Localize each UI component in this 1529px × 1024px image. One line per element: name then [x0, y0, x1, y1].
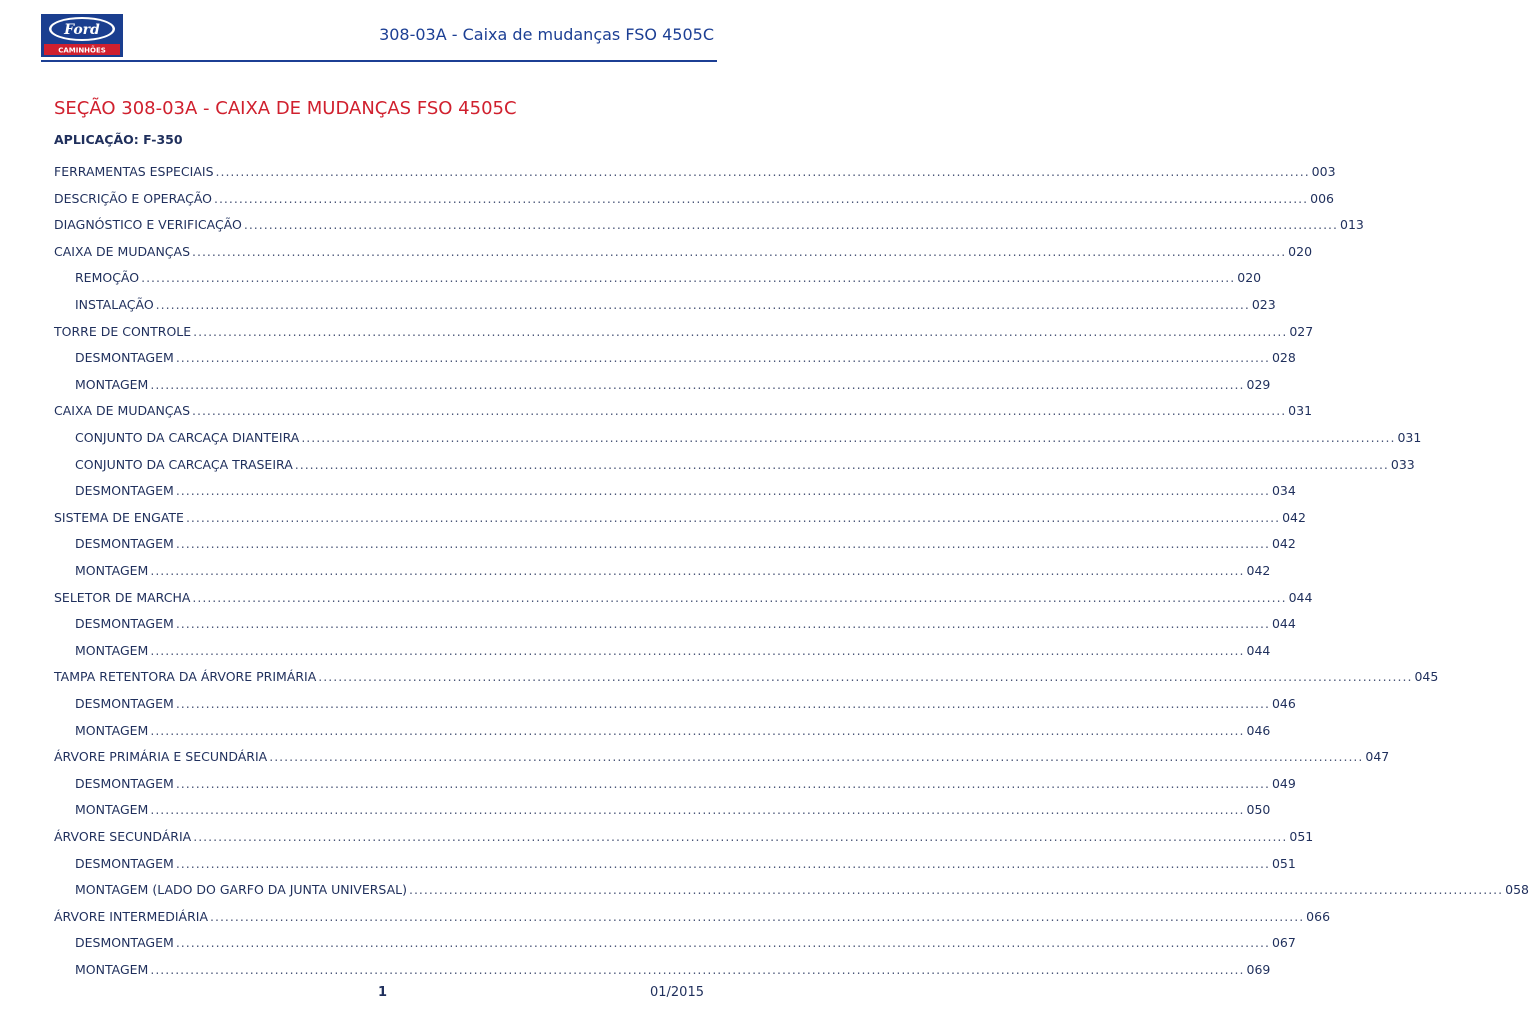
toc-entry-page: 058 [1505, 882, 1529, 898]
toc-entry-page: 031 [1397, 430, 1422, 445]
toc-dot-leader: ............................................................................................................................................................................................................................ [213, 190, 1309, 206]
toc-entry-page: 013 [1340, 217, 1364, 233]
toc-dot-leader: ............................................................................................................................................................................................................................ [150, 642, 1245, 658]
toc-entry[interactable] [75, 296, 1276, 314]
toc-entry-label: DESMONTAGEM [75, 775, 174, 791]
toc-dot-leader: ............................................................................................................................................................................................................................ [175, 935, 1270, 951]
toc-entry-page: 066 [1306, 908, 1331, 924]
toc-entry-page: 044 [1271, 616, 1296, 632]
toc-entry-label: ÁRVORE PRIMÁRIA E SECUNDÁRIA [54, 749, 268, 765]
toc-entry-label: DESMONTAGEM [75, 935, 174, 951]
toc-entry-page: 051 [1271, 855, 1296, 871]
toc-entry[interactable] [75, 801, 1271, 819]
toc-entry-page: 050 [1246, 802, 1271, 818]
toc-dot-leader: ............................................................................................................................................................................................................................ [150, 376, 1245, 392]
toc-entry[interactable] [75, 535, 1296, 553]
toc-entry-page: 042 [1282, 509, 1306, 525]
toc-dot-leader: ............................................................................................................................................................................................................................ [193, 829, 1288, 844]
toc-dot-leader: ............................................................................................................................................................................................................................ [150, 722, 1245, 738]
toc-entry-label: MONTAGEM (LADO DO GARFO DA JUNTA UNIVERSAL) [75, 882, 407, 898]
toc-entry-page: 003 [1311, 164, 1336, 179]
toc-dot-leader: ............................................................................................................................................................................................................................ [408, 882, 1504, 898]
toc-dot-leader: ............................................................................................................................................................................................................................ [210, 908, 1305, 924]
toc-dot-leader: ............................................................................................................................................................................................................................ [185, 509, 1281, 525]
toc-entry-label: MONTAGEM [75, 722, 149, 738]
toc-dot-leader: ............................................................................................................................................................................................................................ [175, 616, 1270, 632]
toc-entry-label: CONJUNTO DA CARCAÇA TRASEIRA [75, 456, 293, 472]
toc-entry-label: DESCRIÇÃO E OPERAÇÃO [54, 190, 212, 206]
toc-dot-leader: ............................................................................................................................................................................................................................ [150, 802, 1245, 818]
toc-entry-label: DESMONTAGEM [75, 696, 174, 711]
toc-entry-label: CAIXA DE MUDANÇAS [54, 243, 191, 259]
toc-dot-leader: ............................................................................................................................................................................................................................ [192, 589, 1287, 605]
page-header [0, 0, 768, 63]
toc-entry[interactable] [54, 908, 1331, 926]
toc-entry[interactable] [75, 642, 1271, 660]
toc-dot-leader: ............................................................................................................................................................................................................................ [155, 297, 1250, 312]
toc-entry[interactable] [54, 748, 1390, 766]
toc-entry-label: FERRAMENTAS ESPECIAIS [54, 164, 214, 179]
toc-entry[interactable] [54, 589, 1313, 607]
toc-entry-page: 028 [1271, 350, 1296, 366]
toc-dot-leader: ............................................................................................................................................................................................................................ [269, 749, 1364, 765]
toc-entry-label: MONTAGEM [75, 962, 149, 977]
toc-entry[interactable] [54, 828, 1314, 846]
toc-entry[interactable] [75, 934, 1296, 952]
toc-entry-page: 042 [1246, 563, 1271, 578]
toc-entry-label: TAMPA RETENTORA DA ÁRVORE PRIMÁRIA [54, 669, 317, 685]
revision-date: 01/2015 [649, 985, 704, 1000]
toc-entry-label: DESMONTAGEM [75, 855, 174, 871]
toc-entry-page: 044 [1246, 642, 1271, 658]
toc-dot-leader: ............................................................................................................................................................................................................................ [192, 243, 1287, 259]
toc-entry-label: MONTAGEM [75, 563, 149, 578]
toc-entry-label: DESMONTAGEM [75, 483, 174, 499]
toc-entry[interactable] [75, 775, 1296, 793]
toc-entry-page: 027 [1289, 323, 1314, 339]
toc-entry-label: TORRE DE CONTROLE [54, 323, 192, 339]
toc-entry[interactable] [75, 482, 1296, 500]
toc-dot-leader: ............................................................................................................................................................................................................................ [192, 403, 1287, 419]
toc-entry-page: 069 [1246, 962, 1271, 977]
toc-entry-label: DESMONTAGEM [75, 616, 174, 632]
toc-entry-label: INSTALAÇÃO [75, 297, 154, 312]
toc-entry-label: DESMONTAGEM [75, 350, 174, 366]
toc-entry-page: 045 [1414, 669, 1439, 685]
toc-entry-page: 046 [1246, 722, 1271, 738]
toc-entry[interactable] [75, 429, 1422, 447]
page-number: 1 [378, 985, 388, 1000]
toc-dot-leader: ............................................................................................................................................................................................................................ [294, 456, 1389, 472]
toc-entry[interactable] [75, 695, 1296, 713]
toc-entry[interactable] [54, 163, 1336, 181]
toc-entry-label: REMOÇÃO [75, 270, 140, 286]
toc-dot-leader: ............................................................................................................................................................................................................................ [150, 563, 1245, 578]
toc-entry-page: 042 [1271, 536, 1296, 552]
toc-dot-leader: ............................................................................................................................................................................................................................ [193, 323, 1288, 339]
toc-entry-page: 020 [1237, 270, 1262, 286]
ford-caminhoes-logo [41, 14, 123, 57]
toc-entry-label: CAIXA DE MUDANÇAS [54, 403, 191, 419]
toc-entry[interactable] [54, 509, 1306, 527]
toc-dot-leader: ............................................................................................................................................................................................................................ [141, 270, 1236, 286]
toc-entry-page: 047 [1365, 749, 1390, 765]
toc-entry-page: 031 [1288, 403, 1313, 419]
toc-entry-label: MONTAGEM [75, 642, 149, 658]
svg-text:Ford: Ford [64, 22, 100, 38]
toc-entry-page: 049 [1271, 775, 1296, 791]
toc-entry[interactable] [75, 615, 1296, 633]
toc-entry-label: ÁRVORE SECUNDÁRIA [54, 829, 192, 844]
toc-entry-label: MONTAGEM [75, 376, 149, 392]
toc-entry-page: 051 [1289, 829, 1314, 844]
toc-dot-leader: ............................................................................................................................................................................................................................ [175, 350, 1270, 366]
toc-dot-leader: ............................................................................................................................................................................................................................ [175, 855, 1270, 871]
toc-dot-leader: ............................................................................................................................................................................................................................ [215, 164, 1310, 179]
header-divider [41, 60, 717, 62]
toc-entry[interactable] [75, 881, 1529, 899]
toc-entry-page: 044 [1288, 589, 1313, 605]
toc-entry[interactable] [75, 562, 1271, 580]
application-label: APLICAÇÃO: F-350 [54, 132, 183, 147]
toc-dot-leader: ............................................................................................................................................................................................................................ [301, 430, 1396, 445]
toc-entry-page: 023 [1251, 297, 1276, 312]
toc-entry[interactable] [54, 216, 1364, 234]
toc-dot-leader: ............................................................................................................................................................................................................................ [150, 962, 1245, 977]
toc-dot-leader: ............................................................................................................................................................................................................................ [318, 669, 1413, 685]
toc-entry-label: ÁRVORE INTERMEDIÁRIA [54, 908, 209, 924]
toc-entry-page: 020 [1288, 243, 1313, 259]
toc-entry-page: 046 [1271, 696, 1296, 711]
toc-entry[interactable] [54, 402, 1313, 420]
toc-entry-label: DESMONTAGEM [75, 536, 174, 552]
toc-entry-label: SELETOR DE MARCHA [54, 589, 191, 605]
toc-dot-leader: ............................................................................................................................................................................................................................ [175, 483, 1270, 499]
toc-dot-leader: ............................................................................................................................................................................................................................ [175, 775, 1270, 791]
toc-entry[interactable] [75, 855, 1296, 873]
section-title: SEÇÃO 308-03A - CAIXA DE MUDANÇAS FSO 4505C [54, 98, 517, 119]
toc-entry-page: 067 [1271, 935, 1296, 951]
toc-entry-page: 006 [1310, 190, 1334, 206]
toc-entry[interactable] [75, 269, 1262, 287]
toc-entry[interactable] [75, 722, 1271, 740]
toc-entry[interactable] [75, 456, 1415, 474]
toc-entry-label: SISTEMA DE ENGATE [54, 509, 184, 525]
toc-dot-leader: ............................................................................................................................................................................................................................ [243, 217, 1338, 233]
toc-dot-leader: ............................................................................................................................................................................................................................ [175, 536, 1270, 552]
toc-entry-label: DIAGNÓSTICO E VERIFICAÇÃO [54, 217, 242, 233]
svg-text:CAMINHÕES: CAMINHÕES [58, 46, 106, 55]
toc-entry-page: 033 [1390, 456, 1415, 472]
toc-entry[interactable] [54, 243, 1313, 261]
toc-entry[interactable] [75, 349, 1296, 367]
toc-entry[interactable] [75, 961, 1271, 979]
toc-entry[interactable] [54, 668, 1439, 686]
toc-entry[interactable] [54, 323, 1314, 341]
toc-dot-leader: ............................................................................................................................................................................................................................ [175, 696, 1270, 711]
toc-entry-page: 029 [1246, 376, 1271, 392]
toc-entry-label: CONJUNTO DA CARCAÇA DIANTEIRA [75, 430, 300, 445]
toc-entry-label: MONTAGEM [75, 802, 149, 818]
toc-entry[interactable] [75, 376, 1271, 394]
toc-entry-page: 034 [1271, 483, 1296, 499]
header-title: 308-03A - Caixa de mudanças FSO 4505C [379, 25, 714, 44]
toc-entry[interactable] [54, 190, 1334, 208]
